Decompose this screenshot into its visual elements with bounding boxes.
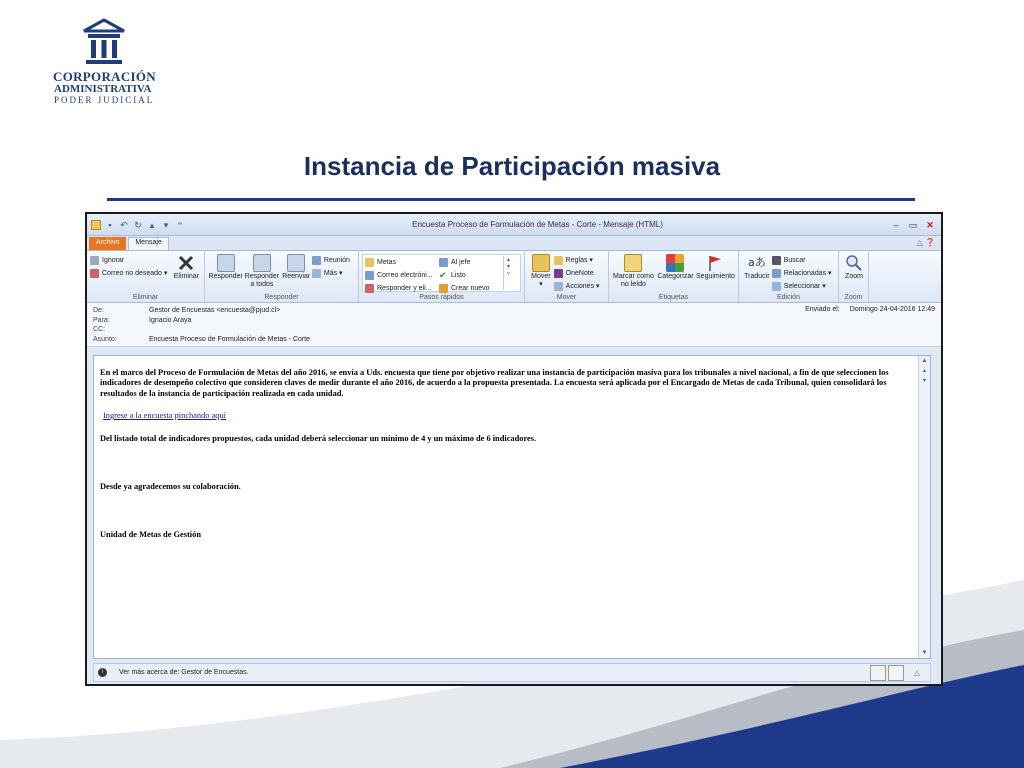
- related-icon: [772, 269, 781, 278]
- vertical-scrollbar[interactable]: [918, 356, 930, 658]
- junk-button[interactable]: Correo no deseado ▾: [90, 267, 172, 279]
- forward-icon: [287, 254, 305, 272]
- meeting-button[interactable]: Reunión: [312, 254, 355, 266]
- group-etiquetas: [609, 251, 739, 302]
- group-mover: [525, 251, 609, 302]
- window-title: Encuesta Proceso de Formulación de Metas - Corte - Mensaje (HTML): [412, 220, 663, 229]
- rules-icon: [554, 256, 563, 265]
- ignore-icon: [90, 256, 99, 265]
- translate-icon: aあ: [747, 256, 766, 269]
- survey-link[interactable]: Ingrese a la encuesta pinchando aquí: [103, 411, 227, 421]
- zoom-button[interactable]: Zoom: [842, 254, 866, 281]
- delete-x-icon: [177, 254, 195, 272]
- group-label: Zoom: [844, 294, 863, 301]
- reply-all-button[interactable]: Responder a todos: [243, 254, 280, 289]
- titlebar: [87, 214, 941, 236]
- more-icon: [312, 269, 321, 278]
- check-icon: ✔: [439, 269, 447, 280]
- envelope-icon: [624, 254, 642, 272]
- group-label: Responder: [264, 294, 299, 301]
- scroll-down-icon[interactable]: ▼: [921, 650, 928, 656]
- actions-icon: [554, 282, 563, 291]
- up-arrow-icon[interactable]: ▴: [149, 219, 155, 230]
- related-button[interactable]: Relacionadas ▾: [772, 267, 835, 279]
- from-value[interactable]: Gestor de Encuestas <encuesta@pjud.cl>: [149, 307, 281, 314]
- categorize-button[interactable]: Categorizar: [655, 254, 696, 289]
- logo-text: PODER JUDICIAL: [54, 95, 155, 105]
- forward-icon: [439, 258, 448, 267]
- tab-message[interactable]: Mensaje: [128, 237, 168, 250]
- message-paragraph: Del listado total de indicadores propuestos, cada unidad deberá seleccionar un mínimo de 4 y un máximo de 6 indicadores.: [100, 433, 537, 443]
- outlook-message-window: [85, 212, 943, 686]
- group-eliminar: [87, 251, 205, 302]
- avatar[interactable]: [888, 665, 904, 681]
- quickstep-metas[interactable]: Metas: [365, 256, 439, 268]
- envelope-icon: [91, 220, 101, 230]
- from-label: De:: [93, 307, 104, 314]
- maximize-button[interactable]: ▭: [908, 219, 918, 230]
- people-pane-text[interactable]: Ver más acerca de: Gestor de Encuestas.: [119, 669, 249, 676]
- actions-button[interactable]: Acciones ▾: [554, 280, 605, 292]
- quickstep-jefe[interactable]: Al jefe: [439, 256, 503, 268]
- reply-all-icon: [253, 254, 271, 272]
- group-pasos-rapidos: [359, 251, 525, 302]
- redo-icon[interactable]: ↻: [134, 219, 142, 230]
- sent-value: Domingo 24-04-2016 12:49: [849, 306, 935, 313]
- message-body: [93, 355, 931, 659]
- group-edicion: [739, 251, 839, 302]
- reply-button[interactable]: Responder: [208, 254, 243, 289]
- courthouse-icon: [82, 18, 126, 68]
- onenote-button[interactable]: OneNote: [554, 267, 605, 279]
- group-zoom: [839, 251, 869, 302]
- group-label: Eliminar: [132, 294, 159, 301]
- quickstep-listo[interactable]: ✔ Listo: [439, 269, 466, 280]
- people-pane: [93, 663, 931, 682]
- more-button[interactable]: Más ▾: [312, 267, 355, 279]
- title-divider: [107, 198, 915, 201]
- expand-icon[interactable]: △: [914, 669, 920, 677]
- page-title: Instancia de Participación masiva: [303, 151, 721, 181]
- scroll-up-page-icon[interactable]: ▴: [922, 368, 926, 374]
- sent-label: Enviado el:: [805, 306, 840, 313]
- message-paragraph: Desde ya agradecemos su colaboración.: [100, 482, 241, 492]
- subject-value: Encuesta Proceso de Formulación de Metas - Corte: [149, 335, 311, 343]
- binoculars-icon: [772, 256, 781, 265]
- down-arrow-icon[interactable]: ▾: [163, 219, 169, 230]
- minimize-button[interactable]: –: [893, 219, 899, 230]
- cc-label: CC:: [93, 326, 106, 333]
- mark-unread-button[interactable]: Marcar como no leído: [612, 254, 655, 289]
- subject-label: Asunto:: [93, 335, 117, 343]
- close-button[interactable]: ✕: [926, 219, 934, 230]
- followup-button[interactable]: Seguimiento: [696, 254, 735, 289]
- quickstep-responder-eli[interactable]: Responder y eli...: [365, 282, 439, 294]
- quickstep-crear[interactable]: Crear nuevo: [439, 282, 503, 294]
- ribbon-tabs: [87, 236, 941, 250]
- junk-icon: [90, 269, 99, 278]
- undo-icon[interactable]: ↶: [120, 219, 128, 230]
- categorize-icon: [666, 254, 684, 272]
- logo-text: ADMINISTRATIVA: [54, 83, 152, 95]
- to-value[interactable]: Ignacio Araya: [149, 316, 192, 324]
- mail-icon: [365, 271, 374, 280]
- ribbon-minimize-icon[interactable]: △ ❓: [916, 238, 935, 247]
- folder-icon: [365, 258, 374, 267]
- tab-file[interactable]: Archivo: [89, 237, 126, 250]
- scroll-down-page-icon[interactable]: ▾: [922, 378, 926, 384]
- scroll-up-icon[interactable]: ▲: [921, 358, 928, 364]
- reply-delete-icon: [365, 284, 374, 293]
- quickstep-correo[interactable]: Correo electróni...: [365, 269, 439, 281]
- find-button[interactable]: Buscar: [772, 254, 835, 266]
- quicksteps-scroll[interactable]: ▴ ▾ ▿: [503, 256, 513, 290]
- ignore-button[interactable]: Ignorar: [90, 254, 172, 266]
- translate-button[interactable]: aあ Traducir: [744, 256, 770, 280]
- magnifier-icon: [845, 254, 863, 272]
- group-label: Pasos rápidos: [419, 294, 464, 301]
- meeting-icon: [312, 256, 321, 265]
- delete-button[interactable]: Eliminar: [172, 254, 201, 281]
- select-button[interactable]: Seleccionar ▾: [772, 280, 835, 292]
- move-button[interactable]: Mover ▾: [528, 254, 554, 293]
- group-label: Etiquetas: [658, 294, 689, 301]
- avatar[interactable]: [870, 665, 886, 681]
- message-paragraph: En el marco del Proceso de Formulación de Metas del año 2016, se envía a Uds. encuesta que tiene por objetivo realizar una instancia de participación masiva para los tribunales a nivel nacional, a fin de que seleccionen los indicadores de desempeño colectivo que consideren claves de medir durante el año 2016, de acuerdo a la propuesta presentada. La encuesta será aplicada por el Encargado de Metas de cada Tribunal, quien consolidará los resultados de la instancia de participación realizada en cada unidad.: [100, 368, 889, 398]
- flag-icon: [706, 254, 724, 272]
- message-headers: [87, 303, 941, 347]
- reply-icon: [217, 254, 235, 272]
- select-icon: [772, 282, 781, 291]
- logo: [50, 18, 160, 108]
- message-signature: Unidad de Metas de Gestión: [100, 530, 201, 540]
- group-label: Edición: [777, 294, 800, 301]
- lightning-icon: [439, 284, 448, 293]
- save-icon[interactable]: ▪: [108, 219, 112, 230]
- group-responder: [205, 251, 359, 302]
- logo-text: CORPORACIÓN: [53, 69, 156, 84]
- rules-button[interactable]: Reglas ▾: [554, 254, 605, 266]
- move-folder-icon: [532, 254, 550, 272]
- customize-icon[interactable]: ⁼: [177, 219, 183, 230]
- info-icon: i: [98, 668, 107, 677]
- ribbon: [87, 250, 941, 303]
- to-label: Para:: [93, 316, 110, 324]
- sent-info: [805, 306, 935, 313]
- onenote-icon: [554, 269, 563, 278]
- forward-button[interactable]: Reenviar: [281, 254, 312, 289]
- group-label: Mover: [556, 294, 577, 301]
